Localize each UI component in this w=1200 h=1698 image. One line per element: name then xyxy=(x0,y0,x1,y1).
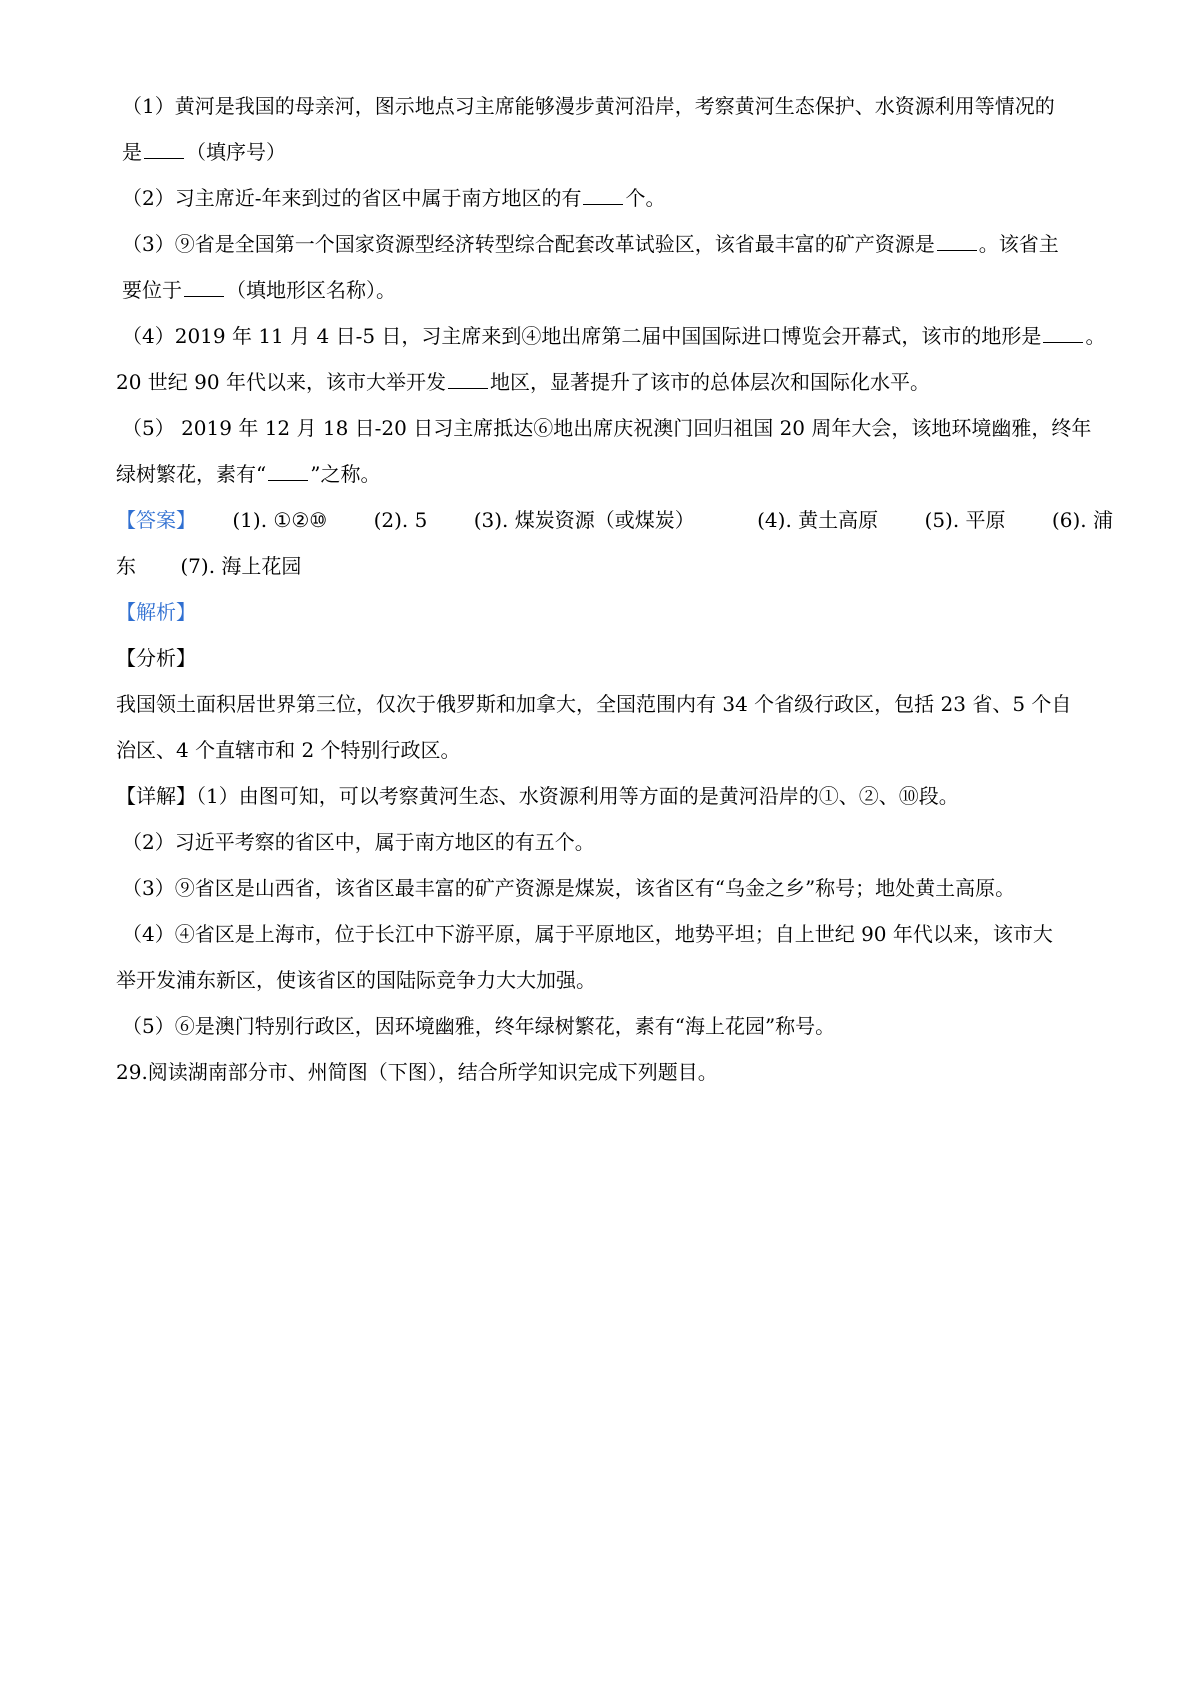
answer-item-6-cont: 东 xyxy=(116,554,136,578)
q1-part3-line2 xyxy=(122,278,1112,302)
answer-row-2 xyxy=(116,554,1106,578)
q1-part4-line2 xyxy=(116,370,1106,394)
q1-part4-line1 xyxy=(122,324,1112,348)
q1-part1-line1: （1）黄河是我国的母亲河，图示地点习主席能够漫步黄河沿岸，考察黄河生态保护、水资源利用等情况的 xyxy=(122,94,1055,118)
fenxi-line1: 我国领土面积居世界第三位，仅次于俄罗斯和加拿大，全国范围内有 34 个省级行政区，包括 23 省、5 个自 xyxy=(116,692,1072,716)
detail-label: 【详解】 xyxy=(116,784,196,808)
q1-part5-line2 xyxy=(116,462,1106,486)
q1-part2-text-a: （2）习主席近-年来到过的省区中属于南方地区的有 xyxy=(122,186,582,210)
q1-part5-text-b: ”之称。 xyxy=(310,462,381,486)
answer-item-2: (2). 5 xyxy=(373,508,428,532)
answer-blank xyxy=(144,140,184,159)
answer-item-4: (4). 黄土高原 xyxy=(757,508,879,532)
detail-1: （1）由图可知，可以考察黄河生态、水资源利用等方面的是黄河沿岸的①、②、⑩段。 xyxy=(196,784,959,808)
answer-blank xyxy=(583,186,623,205)
q1-part1-line2 xyxy=(122,140,1112,164)
q1-part2-text-b: 个。 xyxy=(625,186,666,210)
detail-4-line1: （4）④省区是上海市，位于长江中下游平原，属于平原地区，地势平坦；自上世纪 90 年代以来，该市大 xyxy=(122,922,1053,946)
answer-item-7: (7). 海上花园 xyxy=(180,554,302,578)
q1-part4-text-b: 。 xyxy=(1085,324,1106,348)
q1-part4-text-c: 20 世纪 90 年代以来，该市大举开发 xyxy=(116,370,446,394)
q1-part5-text-a: 绿树繁花，素有“ xyxy=(116,462,267,486)
q1-part3-line1 xyxy=(122,232,1112,256)
answer-blank xyxy=(448,370,488,389)
detail-2: （2）习近平考察的省区中，属于南方地区的有五个。 xyxy=(122,830,595,854)
answer-blank xyxy=(268,462,308,481)
answer-item-6: (6). 浦 xyxy=(1051,508,1113,532)
answer-row-1 xyxy=(116,508,1113,532)
q1-part3-text-a: （3）⑨省是全国第一个国家资源型经济转型综合配套改革试验区，该省最丰富的矿产资源是 xyxy=(122,232,935,256)
detail-4-line2: 举开发浦东新区，使该省区的国陆际竞争力大大加强。 xyxy=(116,968,596,992)
q1-part4-text-d: 地区，显著提升了该市的总体层次和国际化水平。 xyxy=(489,370,930,394)
question-29: 29.阅读湖南部分市、州简图（下图），结合所学知识完成下列题目。 xyxy=(116,1060,718,1084)
detail-line1 xyxy=(116,784,1106,808)
detail-5: （5）⑥是澳门特别行政区，因环境幽雅，终年绿树繁花，素有“海上花园”称号。 xyxy=(122,1014,836,1038)
fenxi-label: 【分析】 xyxy=(116,646,196,670)
fenxi-line2: 治区、4 个直辖市和 2 个特别行政区。 xyxy=(116,738,461,762)
jiexi-label: 【解析】 xyxy=(116,600,196,624)
answer-blank xyxy=(937,232,977,251)
q1-part3-text-c: 要位于 xyxy=(122,278,182,302)
q1-part2 xyxy=(122,186,1112,210)
answer-item-5: (5). 平原 xyxy=(924,508,1006,532)
q1-part1-text-a: 是 xyxy=(122,140,142,164)
q1-part4-text-a: （4）2019 年 11 月 4 日-5 日，习主席来到④地出席第二届中国国际进口博览会开幕式，该市的地形是 xyxy=(122,324,1042,348)
answer-label: 【答案】 xyxy=(116,508,196,532)
q1-part3-text-d: （填地形区名称）。 xyxy=(226,278,396,302)
q1-part3-text-b: 。该省主 xyxy=(978,232,1059,256)
answer-item-1: (1). ①②⑩ xyxy=(232,508,328,532)
q1-part5-line1: （5） 2019 年 12 月 18 日-20 日习主席抵达⑥地出席庆祝澳门回归祖国 20 周年大会，该地环境幽雅，终年 xyxy=(122,416,1092,440)
detail-3: （3）⑨省区是山西省，该省区最丰富的矿产资源是煤炭，该省区有“乌金之乡”称号；地处黄土高原。 xyxy=(122,876,1016,900)
answer-blank xyxy=(1043,324,1083,343)
answer-item-3: (3). 煤炭资源（或煤炭） xyxy=(473,508,695,532)
answer-blank xyxy=(184,278,224,297)
q1-part1-text-b: （填序号） xyxy=(186,140,286,164)
